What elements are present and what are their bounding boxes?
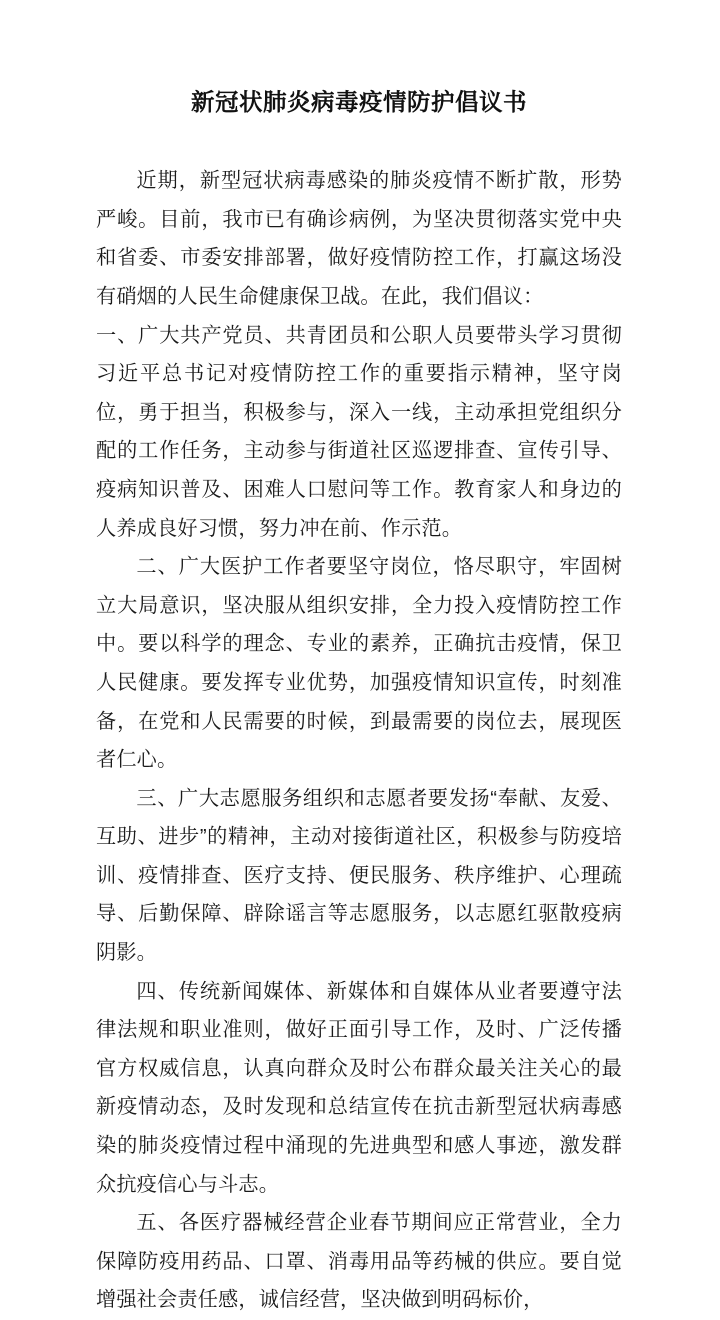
paragraph-intro: 近期，新型冠状病毒感染的肺炎疫情不断扩散，形势严峻。目前，我市已有确诊病例，为坚决贯彻落实党中央和省委、市委安排部署，做好疫情防控工作，打赢这场没有硝烟的人民生命健康保卫战。在此，我们倡议： (96, 170, 622, 308)
paragraph-item-5: 五、各医疗器械经营企业春节期间应正常营业，全力保障防疫用药品、口罩、消毒用品等药械的供应。要自觉增强社会责任感，诚信经营，坚决做到明码标价， (96, 1212, 622, 1312)
document-body (96, 0, 622, 1320)
paragraph-item-1: 一、广大共产党员、共青团员和公职人员要带头学习贯彻习近平总书记对疫情防控工作的重要指示精神，坚守岗位，勇于担当，积极参与，深入一线，主动承担党组织分配的工作任务，主动参与街道社区巡逻排查、宣传引导、疫病知识普及、困难人口慰问等工作。教育家人和身边的人养成良好习惯，努力冲在前、作示范。 (96, 324, 622, 540)
paragraph-item-3: 三、广大志愿服务组织和志愿者要发扬“奉献、友爱、互助、进步”的精神，主动对接街道社区，积极参与防疫培训、疫情排查、医疗支持、便民服务、秩序维护、心理疏导、后勤保障、辟除谣言等志愿服务，以志愿红驱散疫病阴影。 (96, 787, 622, 965)
page-title: 新冠状肺炎病毒疫情防护倡议书 (191, 89, 527, 115)
paragraph-item-2: 二、广大医护工作者要坚守岗位，恪尽职守，牢固树立大局意识，坚决服从组织安排，全力投入疫情防控工作中。要以科学的理念、专业的素养，正确抗击疫情，保卫人民健康。要发挥专业优势，加强疫情知识宣传，时刻准备，在党和人民需要的时候，到最需要的岗位去，展现医者仁心。 (96, 556, 622, 772)
document-content (96, 162, 622, 1320)
paragraph-item-4: 四、传统新闻媒体、新媒体和自媒体从业者要遵守法律法规和职业准则，做好正面引导工作，及时、广泛传播官方权威信息，认真向群众及时公布群众最关注关心的最新疫情动态，及时发现和总结宣传在抗击新型冠状病毒感染的肺炎疫情过程中涌现的先进典型和感人事迹，激发群众抗疫信心与斗志。 (96, 980, 622, 1196)
